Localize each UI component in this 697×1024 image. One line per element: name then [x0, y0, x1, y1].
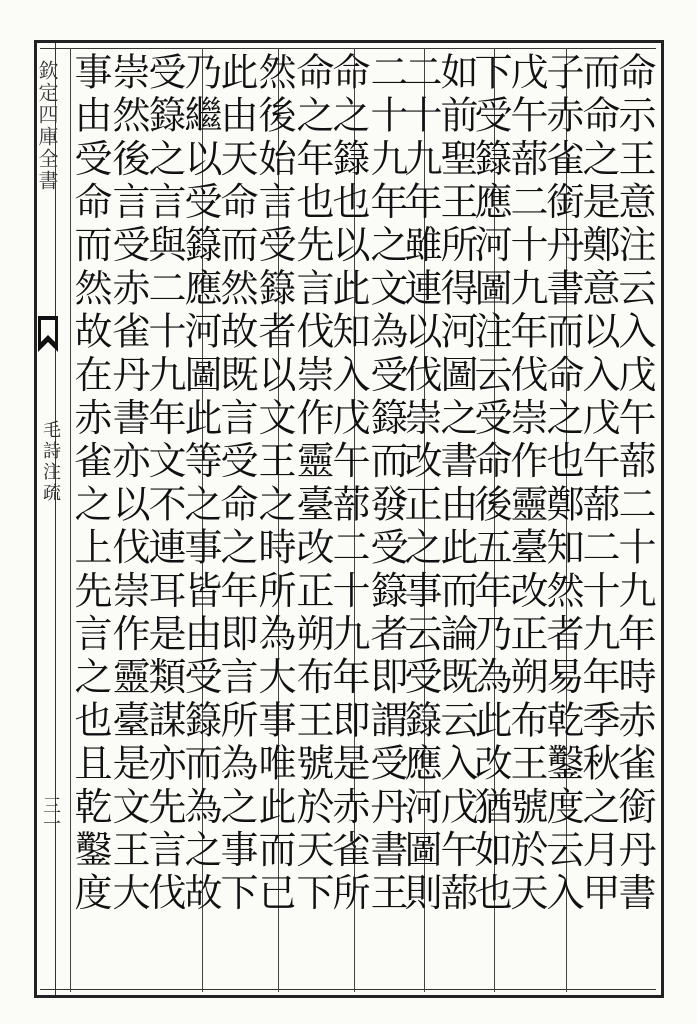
- text-column-15: 崇然後言受赤雀丹書亦以伐崇作靈臺是文王大: [106, 52, 150, 916]
- text-column-12: 此由天命而然故既言受命之年即言所為之事下: [214, 52, 258, 916]
- page-number: 三一: [40, 796, 61, 832]
- text-column-10: 命之年也先言伐崇作靈臺改正朔布王號於天下: [290, 52, 334, 916]
- fishtail-mark: [36, 312, 60, 356]
- text-column-16: 事由受命而然故在赤雀之上先言之也且乾鑿度: [68, 52, 112, 916]
- text-column-14: 受籙之言與二十九年文不連耳是類謀亦先言伐: [142, 52, 186, 916]
- banxin-title: 欽定四庫全書: [35, 60, 59, 192]
- text-column-7: 二十九年雖連以伐崇改正之事云受籙應河圖則: [398, 52, 442, 916]
- text-column-13: 乃繼以受籙應河圖此等之事皆由受籙而為之故: [178, 52, 222, 916]
- text-column-2: 而命之是鄭意以入戊午蔀二十九年季秋之月甲: [576, 52, 620, 916]
- text-column-4: 戊午蔀二十九年伐崇作靈臺改正朔布王號於天: [504, 52, 548, 916]
- text-column-3: 子赤雀銜丹書而命之也鄭知然者易乾鑿度云入: [540, 52, 584, 916]
- text-column-8: 二十九年之文為受籙而發受籙者即謂受丹書王: [364, 52, 408, 916]
- text-column-6: 如前聖王所得河圖之書由此而論既云入戊午蔀: [434, 52, 478, 916]
- text-column-1: 命示王意注云入戊午蔀二十九年時赤雀銜丹書: [612, 52, 656, 916]
- text-column-11: 然後始言受籙者以文王之時所為大事唯此而已: [252, 52, 296, 916]
- text-column-9: 命之籙也以此知入戊午蔀二十九年即是赤雀所: [326, 52, 370, 916]
- text-column-5: 下受籙應河圖注云受命後五年乃為此改猶如也: [468, 52, 512, 916]
- book-name: 毛詩注疏: [40, 420, 61, 504]
